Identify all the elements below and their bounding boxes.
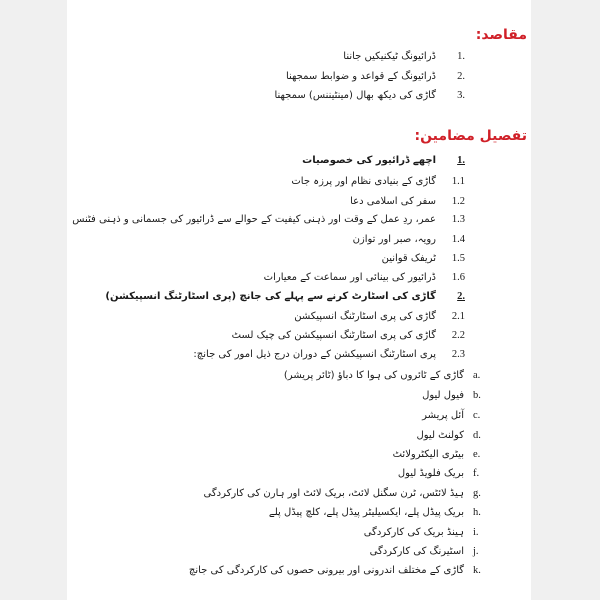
document-page bbox=[67, 0, 531, 600]
checklist-letter: i. bbox=[473, 527, 479, 538]
contents-text: ڈرائیور کی بینائی اور سماعت کے معیارات bbox=[263, 272, 436, 283]
contents-text: ٹریفک قوانین bbox=[381, 253, 436, 264]
contents-item bbox=[232, 330, 465, 345]
objective-number: 3. bbox=[457, 90, 465, 101]
checklist-item bbox=[370, 546, 486, 561]
checklist-text: ہینڈ بریک کی کارکردگی bbox=[363, 527, 464, 538]
contents-text: گاڑی کی اسٹارٹ کرنے سے پہلے کی جانچ (پری اسٹارٹنگ انسپیکشن) bbox=[105, 291, 436, 302]
contents-item bbox=[193, 349, 465, 364]
checklist-text: آئل پریشر bbox=[422, 410, 464, 421]
contents-number: 2.3 bbox=[451, 349, 465, 360]
checklist-text: بریک پیڈل پلے، ایکسیلیٹر پیڈل پلے، کلچ پیڈل پلے bbox=[268, 507, 464, 518]
objective-number: 1. bbox=[457, 51, 465, 62]
checklist-text: اسٹیرنگ کی کارکردگی bbox=[369, 546, 464, 557]
checklist-letter: d. bbox=[473, 430, 481, 441]
contents-text: رویہ، صبر اور توازن bbox=[352, 234, 436, 245]
checklist-text: گاڑی کے مختلف اندرونی اور بیرونی حصوں کی کارکردگی کی جانچ bbox=[188, 565, 464, 576]
checklist-letter: b. bbox=[473, 390, 481, 401]
checklist-text: فیول لیول bbox=[422, 390, 464, 401]
checklist-item bbox=[393, 449, 486, 464]
objective-item bbox=[286, 71, 465, 86]
contents-number: 1.1 bbox=[451, 176, 465, 187]
contents-text: گاڑی کی پری اسٹارٹنگ انسپیکشن کی چیک لسٹ bbox=[231, 330, 436, 341]
contents-text: سفر کی اسلامی دعا bbox=[350, 196, 436, 207]
contents-number: 2. bbox=[457, 291, 465, 302]
contents-text: اچھے ڈرائیور کی خصوصیات bbox=[302, 155, 436, 166]
objective-item bbox=[343, 51, 465, 66]
objectives-heading: مقاصد: bbox=[475, 27, 527, 43]
checklist-text: بیٹری الیکٹرولائٹ bbox=[392, 449, 464, 460]
contents-number: 1.4 bbox=[451, 234, 465, 245]
checklist-item bbox=[269, 507, 486, 522]
contents-item bbox=[302, 155, 465, 170]
contents-text: عمر، ردِ عمل کے وقت اور ذہنی کیفیت کے حوالے سے ڈرائیور کی جسمانی و ذہنی فٹنس bbox=[72, 214, 436, 225]
checklist-letter: a. bbox=[473, 370, 481, 381]
objective-text: ڈرائیونگ ٹیکنیکیں جاننا bbox=[343, 51, 436, 62]
contents-number: 2.1 bbox=[451, 311, 465, 322]
contents-item bbox=[353, 234, 465, 249]
contents-item bbox=[72, 214, 465, 229]
contents-item bbox=[382, 253, 465, 268]
contents-item bbox=[264, 272, 465, 287]
contents-text: گاڑی کے بنیادی نظام اور پرزہ جات bbox=[291, 176, 436, 187]
checklist-letter: j. bbox=[473, 546, 479, 557]
checklist-item bbox=[422, 390, 486, 405]
checklist-text: کولنٹ لیول bbox=[416, 430, 464, 441]
contents-text: پری اسٹارٹنگ انسپیکشن کے دوران درج ذیل امور کی جانچ: bbox=[193, 349, 436, 360]
checklist-text: ہیڈ لائٹس، ٹرن سگنل لائٹ، بریک لائٹ اور ہارن کی کارکردگی bbox=[203, 488, 464, 499]
contents-number: 1.6 bbox=[451, 272, 465, 283]
objective-text: ڈرائیونگ کے قواعد و ضوابط سمجھنا bbox=[285, 71, 436, 82]
checklist-item bbox=[422, 410, 486, 425]
contents-number: 1.3 bbox=[451, 214, 465, 225]
checklist-item bbox=[398, 468, 486, 483]
contents-number: 2.2 bbox=[451, 330, 465, 341]
checklist-text: بریک فلویڈ لیول bbox=[397, 468, 464, 479]
contents-number: 1.5 bbox=[451, 253, 465, 264]
contents-item bbox=[294, 311, 465, 326]
checklist-item bbox=[189, 565, 486, 580]
checklist-letter: f. bbox=[473, 468, 480, 479]
contents-text: گاڑی کی پری اسٹارٹنگ انسپیکشن bbox=[294, 311, 436, 322]
contents-number: 1. bbox=[457, 155, 465, 166]
checklist-item bbox=[417, 430, 487, 445]
checklist-letter: g. bbox=[473, 488, 481, 499]
checklist-letter: c. bbox=[473, 410, 481, 421]
contents-number: 1.2 bbox=[451, 196, 465, 207]
objective-item bbox=[274, 90, 465, 105]
contents-heading: تفصیل مضامین: bbox=[414, 128, 527, 144]
checklist-letter: e. bbox=[473, 449, 481, 460]
checklist-item bbox=[204, 488, 486, 503]
contents-item bbox=[350, 196, 465, 211]
checklist-text: گاڑی کے ٹائروں کی ہوا کا دباؤ (ٹائر پریشر) bbox=[283, 370, 464, 381]
checklist-letter: h. bbox=[473, 507, 481, 518]
objective-number: 2. bbox=[457, 71, 465, 82]
checklist-letter: k. bbox=[473, 565, 481, 576]
contents-item bbox=[291, 176, 465, 191]
checklist-item bbox=[284, 370, 486, 385]
checklist-item bbox=[364, 527, 486, 542]
objective-text: گاڑی کی دیکھ بھال (مینٹیننس) سمجھنا bbox=[274, 90, 436, 101]
contents-item bbox=[105, 291, 465, 306]
